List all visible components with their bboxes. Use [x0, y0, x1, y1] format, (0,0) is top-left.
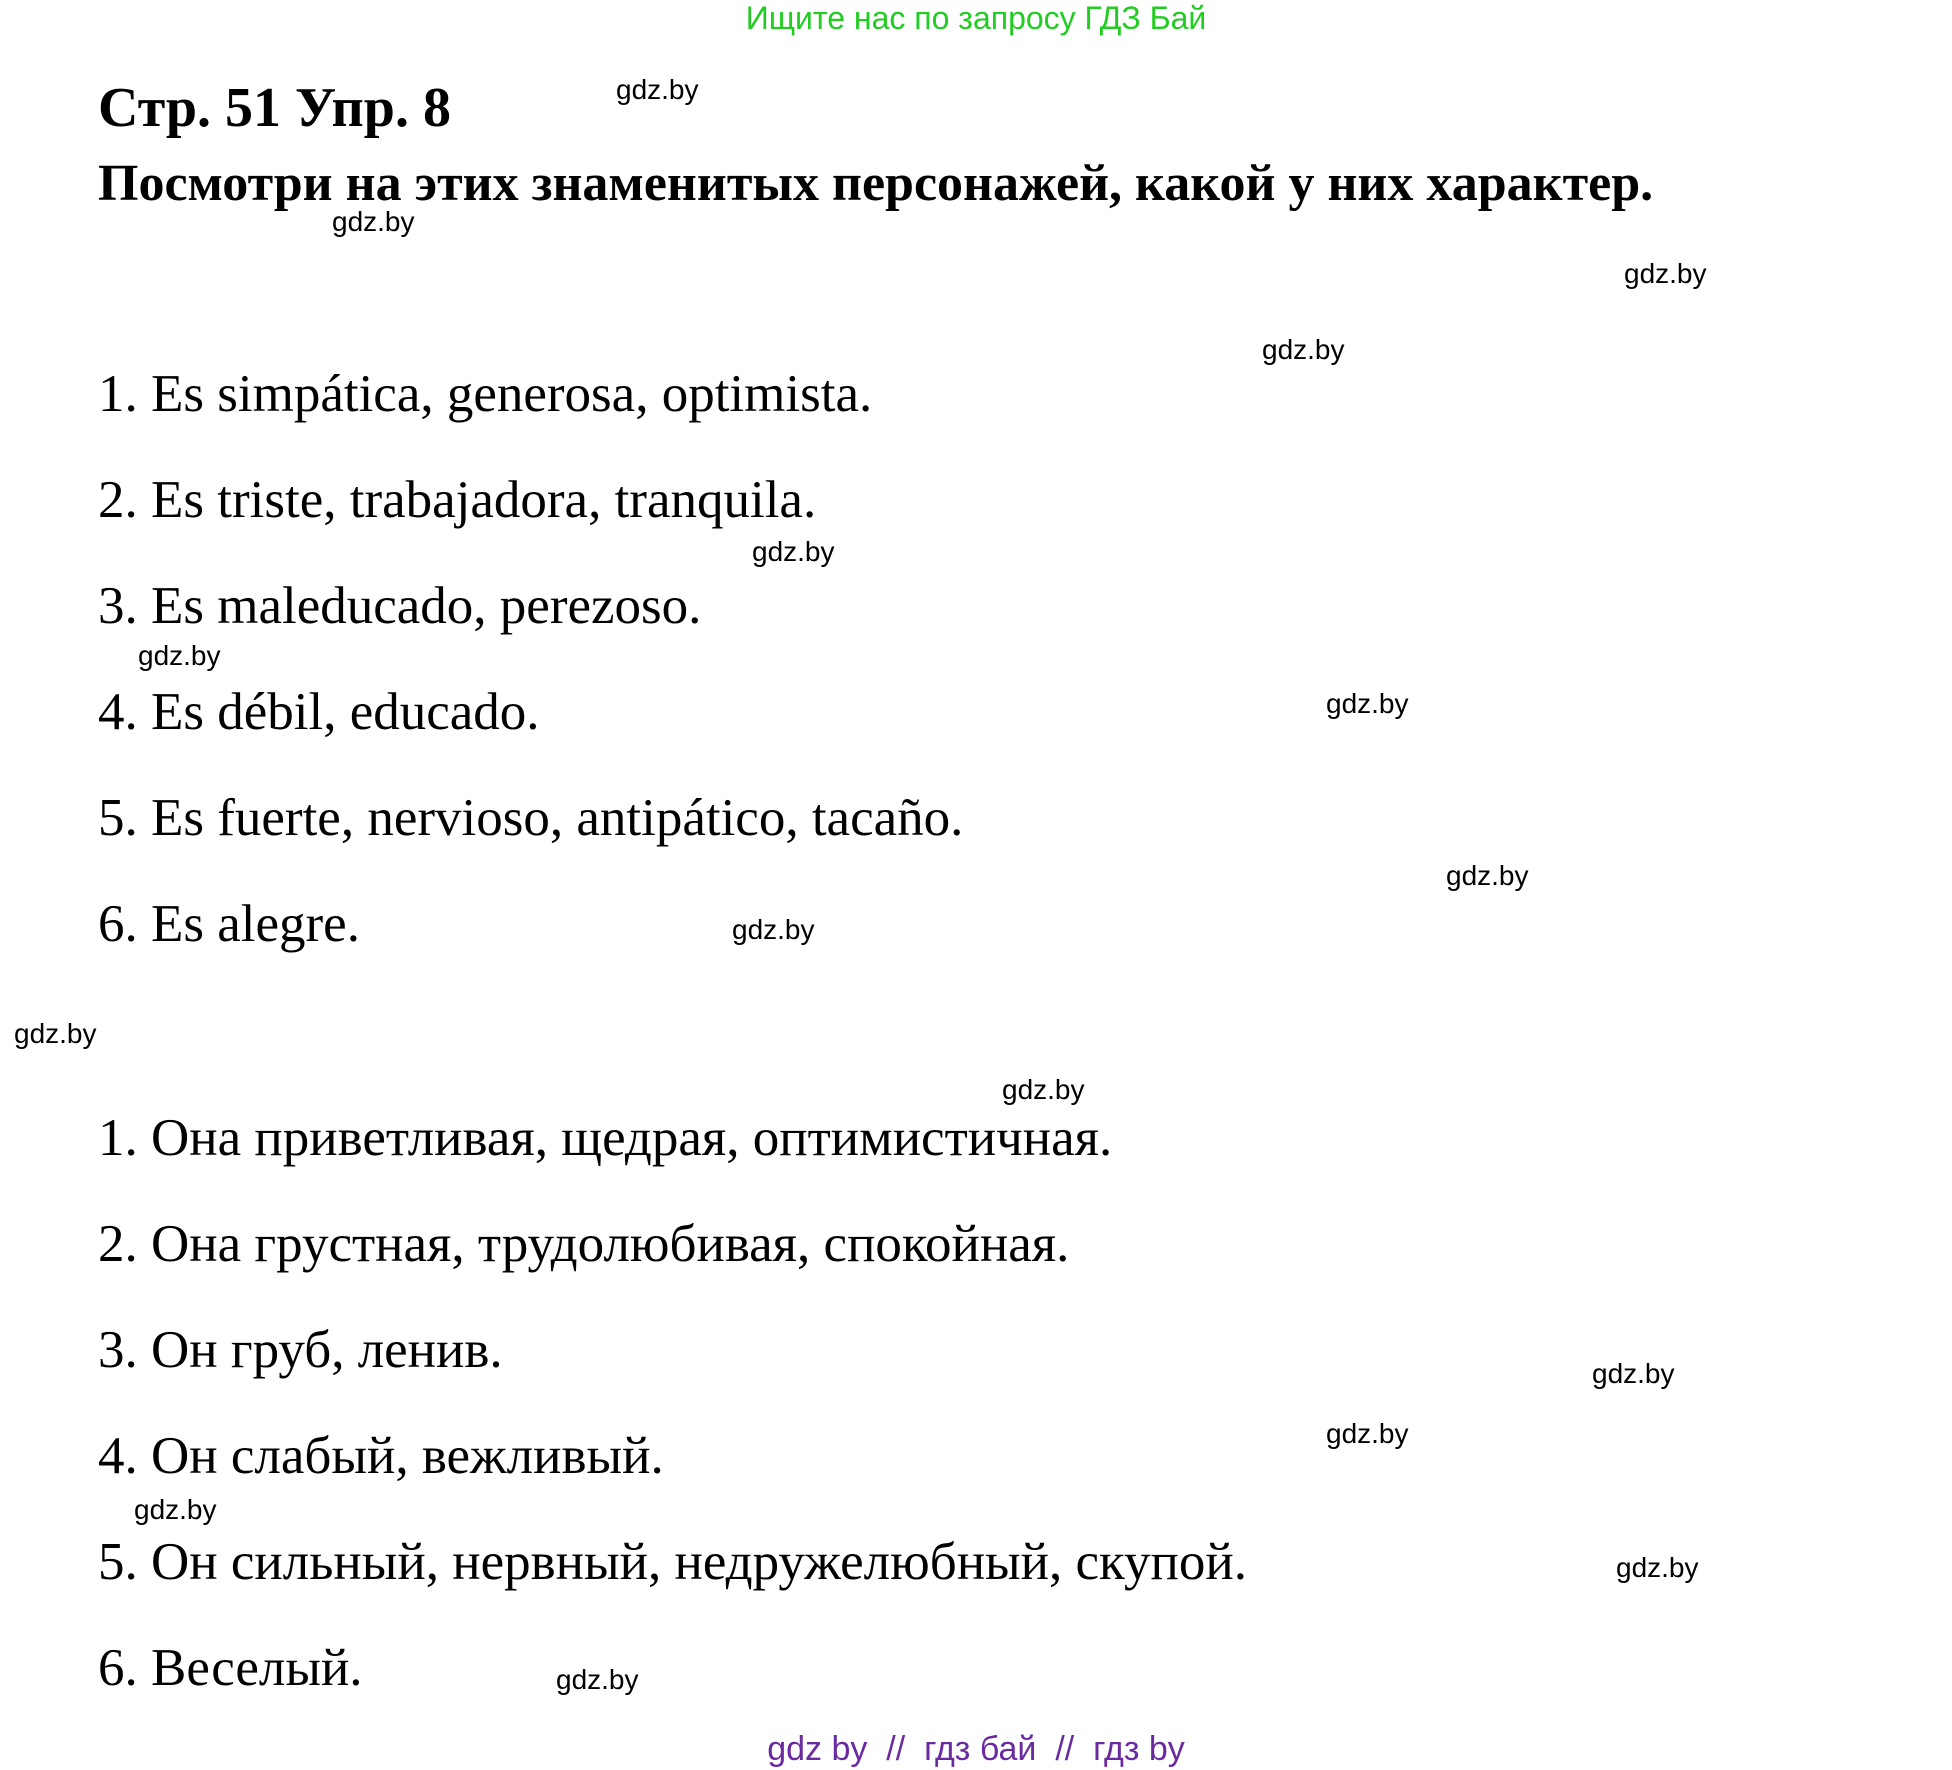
watermark: gdz.by	[138, 640, 221, 671]
watermark: gdz.by	[1002, 1074, 1085, 1105]
spanish-answer-6: 6. Es alegre.	[98, 895, 360, 953]
watermark: gdz.by	[1446, 860, 1529, 891]
watermark: gdz.by	[556, 1664, 639, 1695]
watermark: gdz.by	[1262, 334, 1345, 365]
footer-watermark: gdz by // гдз бай // гдз by	[767, 1730, 1185, 1768]
search-banner: Ищите нас по запросу ГДЗ Бай	[745, 0, 1207, 36]
watermark: gdz.by	[1592, 1358, 1675, 1389]
spanish-answer-1: 1. Es simpática, generosa, optimista.	[98, 365, 873, 423]
spanish-answer-3: 3. Es maleducado, perezoso.	[98, 577, 702, 635]
russian-answer-6: 6. Веселый.	[98, 1639, 363, 1697]
watermark: gdz.by	[1326, 688, 1409, 719]
watermark: gdz.by	[752, 536, 835, 567]
watermark: gdz.by	[332, 206, 415, 237]
russian-answer-5: 5. Он сильный, нервный, недружелюбный, скупой.	[98, 1533, 1248, 1591]
watermark: gdz.by	[1326, 1418, 1409, 1449]
russian-answer-3: 3. Он груб, ленив.	[98, 1321, 503, 1379]
russian-answer-1: 1. Она приветливая, щедрая, оптимистичная.	[98, 1109, 1113, 1167]
watermark: gdz.by	[134, 1494, 217, 1525]
task-instruction: Посмотри на этих знаменитых персонажей, какой у них характер.	[98, 155, 1654, 212]
watermark: gdz.by	[616, 74, 699, 105]
spanish-answer-5: 5. Es fuerte, nervioso, antipático, tacaño.	[98, 789, 964, 847]
russian-answer-2: 2. Она грустная, трудолюбивая, спокойная.	[98, 1215, 1070, 1273]
watermark: gdz.by	[1624, 258, 1707, 289]
watermark: gdz.by	[732, 914, 815, 945]
russian-answer-4: 4. Он слабый, вежливый.	[98, 1427, 664, 1485]
spanish-answer-4: 4. Es débil, educado.	[98, 683, 540, 741]
watermark: gdz.by	[1616, 1552, 1699, 1583]
watermark: gdz.by	[14, 1018, 97, 1049]
spanish-answer-2: 2. Es triste, trabajadora, tranquila.	[98, 471, 817, 529]
page-title: Стр. 51 Упр. 8	[98, 77, 451, 139]
